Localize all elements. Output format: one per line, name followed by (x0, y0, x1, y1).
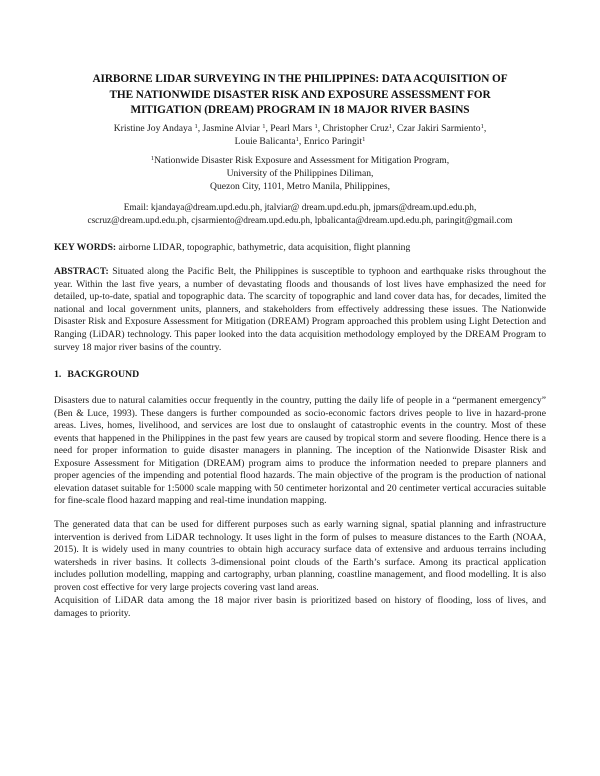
author-name: Kristine Joy Andaya (113, 123, 195, 134)
section-heading (54, 369, 139, 381)
affiliation (54, 155, 546, 193)
email-addresses: kjandaya@dream.upd.edu.ph, jtalviar@ dream.upd.edu.ph, jpmars@dream.upd.edu.ph, (150, 203, 477, 213)
section-number: 1. (54, 369, 62, 380)
author-separator: , (317, 123, 323, 134)
author-list (54, 122, 546, 148)
author-separator: , (392, 123, 397, 134)
keywords (54, 242, 546, 255)
email-line (48, 202, 552, 215)
abstract-label: ABSTRACT: (54, 266, 109, 277)
title-line: AIRBORNE LIDAR SURVEYING IN THE PHILIPPINES: DATA ACQUISITION OF (92, 73, 508, 85)
author-name: Jasmine Alviar (202, 123, 263, 134)
author-separator: , (265, 123, 271, 134)
affiliation-text: Nationwide Disaster Risk Exposure and Assessment for Mitigation Program, (154, 155, 450, 166)
author-name: Enrico Paringit (303, 136, 363, 147)
affiliation-marker: 1 (480, 123, 484, 130)
affiliation-line: Quezon City, 1101, Metro Manila, Philippines, (210, 180, 390, 192)
body-paragraph: The generated data that can be used for different purposes such as early warning signal, spatial planning and infrastructure intervention is derived from LiDAR technology. It uses light in the form of pulses to measure distances to the Earth (NOAA, 2015). It is widely used in many countries to obtain high accuracy surface data of extensive and arduous terrains including watersheds in river basins. It collects 3-dimensional point clouds of the Earth’s surface. Among its practical application includes pollution modelling, mapping and cartography, urban planning, coastline management, and flood modelling. It is also proven cost effective for very large projects covering vast land areas. (54, 519, 546, 593)
paper-title (54, 72, 546, 119)
email-label: Email: (123, 203, 151, 213)
author-name: Christopher Cruz (322, 123, 389, 134)
body-paragraph: Disasters due to natural calamities occur frequently in the country, putting the daily life of people in a “permanent emergency” (Ben & Luce, 1993). These dangers is further compounded as socio-economic factors drives people to live in hazard-prone areas. Lives, homes, livelihood, and services are lost due to onslaught of catastrophic events in the country. Most of these events that happened in the Philippines in the past few years are caused by tropical storm and severe flooding. Hence there is a need for proper information to guide disaster managers in planning. The inception of the Nationwide Disaster Risk and Exposure Assessment for Mitigation (DREAM) program aims to produce the information needed to prepare planners and proper agencies of the impending and potential flood hazards. The main objective of the program is the production of national elevation dataset suitable for 1:5000 scale mapping with 50 centimeter horizontal and 20 centimeter vertical accuracies suitable for fine-scale flood hazard mapping and real-time inundation mapping. (54, 395, 546, 507)
affiliation-line (54, 155, 546, 168)
author-line (54, 122, 546, 135)
section-title: BACKGROUND (67, 369, 140, 380)
affiliation-marker: 1 (388, 123, 393, 130)
email-list (48, 202, 552, 227)
abstract (54, 266, 546, 354)
author-name: Pearl Mars (270, 123, 315, 134)
affiliation-marker: 1 (150, 155, 155, 162)
author-separator: , (197, 123, 203, 134)
affiliation-marker: 1 (194, 123, 198, 130)
keywords-label: KEY WORDS: (54, 242, 117, 253)
author-name: Czar Jakiri Sarmiento (396, 123, 481, 134)
title-line: MITIGATION (DREAM) PROGRAM IN 18 MAJOR RIVER BASINS (130, 104, 470, 116)
email-line: cscruz@dream.upd.edu.ph, cjsarmiento@dream.upd.edu.ph, lpbalicanta@dream.upd.edu.ph, paringit@gmail.com (87, 215, 513, 226)
author-separator: , (483, 123, 487, 134)
abstract-text: Situated along the Pacific Belt, the Philippines is susceptible to typhoon and earthquake risks throughout the year. Within the last five years, a number of devastating floods and thousands of lost lives have emphasized the need for detailed, up-to-date, spatial and topographic data. The scarcity of topographic and land cover data has, for decades, limited the national and local government units, planners, and stakeholders from effectively addressing these issues. The Nationwide Disaster Risk and Exposure Assessment for Mitigation (DREAM) Program approached this problem using Light Detection and Ranging (LiDAR) technology. This paper looked into the data acquisition methodology employed by the DREAM Program to survey 18 major river basins of the country. (54, 266, 546, 353)
affiliation-marker: 1 (362, 136, 366, 143)
affiliation-marker: 1 (314, 123, 318, 130)
title-line: THE NATIONWIDE DISASTER RISK AND EXPOSURE ASSESSMENT FOR (109, 88, 491, 101)
author-line (54, 135, 546, 148)
author-name: Louie Balicanta (234, 136, 296, 147)
affiliation-marker: 1 (295, 136, 299, 143)
author-separator: , (298, 136, 304, 147)
body-paragraph: Acquisition of LiDAR data among the 18 major river basin is prioritized based on history of flooding, loss of lives, and damages to priority. (54, 595, 546, 619)
affiliation-line: University of the Philippines Diliman, (226, 167, 374, 179)
affiliation-marker: 1 (262, 123, 266, 130)
keywords-text: airborne LIDAR, topographic, bathymetric, data acquisition, flight planning (116, 242, 411, 253)
